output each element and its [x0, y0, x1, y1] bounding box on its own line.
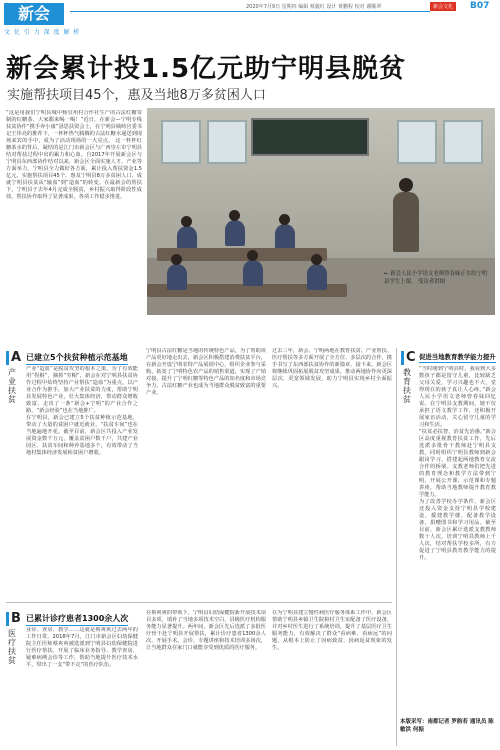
- section-a-para-1: 产业“造血”是脱贫攻坚的根本之策，为了有效能用“拐棍”，摘掉“穷帽”，新会在对宁明县扶贫协作过程中始终坚持产业帮扶“造血”为重点，以产业合作为推手，加大产业扶贫的力度，帮助宁明县发展特色产业，壮大集体经济，带动群众增收致富，走出了一条“新会+宁明”的产业合作之路，“新会经验”也在当地推广。: [26, 366, 138, 414]
- section-a-letter: A: [6, 351, 23, 365]
- byline: 本版采写：南都记者 罗韵若 通讯员 陈敏洪 何振: [400, 719, 494, 733]
- column-badge: 新会文化: [430, 2, 456, 11]
- photo-window: [443, 120, 483, 164]
- section-b-heading: 已累计诊疗患者1300余人次: [26, 613, 128, 626]
- photo-blackboard: [251, 118, 369, 156]
- dateline: 2020年7月9日 星期四 编辑 蔡毅红 设计 黄鹏程 校对 谢顺翠: [246, 4, 382, 10]
- photo-student: [167, 264, 187, 290]
- section-b-col-3: [272, 610, 392, 745]
- headline: 新会累计投1.5亿元助宁明县脱贫: [6, 54, 407, 84]
- photo-student: [275, 224, 295, 250]
- photo-desk: [157, 248, 327, 261]
- section-a-col-3: [272, 348, 392, 598]
- section-a-heading: 已建立5个扶贫种植示范基地: [26, 352, 128, 365]
- column-divider: [396, 348, 397, 746]
- section-b-para-3: 在为宁明县建立慢性病医疗服务体系工作中，新会区帮助宁明县乡镇卫生院和村卫生室配备了医疗设备，并对乡村医生进行了系统培训，提升了基层医疗卫生服务能力，有效解决了群众“看病难、看病远”的问题，从根本上防止了因病致贫、因病返贫现象的发生。: [272, 610, 392, 651]
- section-a-closing: 过去三年，新会、宁明两地在教育扶贫、产业帮扶、医疗帮扶等多方面开展了全方位、多层次的合作，携手书写了东西部扶贫协作的新篇章。接下来，新会区将继续巩固拓展脱贫攻坚成果，推动两地协作向更深层次、更宽领域发展，助力宁明县实现乡村全面振兴。: [272, 348, 392, 389]
- photo-window: [161, 120, 201, 164]
- section-a-col-2: [146, 348, 266, 598]
- page-header: [0, 0, 500, 40]
- section-divider: [6, 602, 392, 603]
- subheadline: 实施帮扶项目45个，惠及当地8万多贫困人口: [7, 88, 266, 103]
- section-a-tag: 产业扶贫: [8, 368, 16, 404]
- photo-teacher: [393, 192, 419, 252]
- photo-student-head: [229, 210, 240, 221]
- page-number: B07: [470, 1, 490, 11]
- section-slogan: 文 化 引 力 深 度 解 析: [4, 29, 81, 36]
- section-c-letter: C: [401, 351, 418, 365]
- section-a-col-1: [26, 366, 138, 598]
- section-b-letter: B: [6, 612, 23, 626]
- photo-student-head: [247, 250, 258, 261]
- header-rule: [70, 11, 430, 12]
- photo-window: [207, 120, 247, 164]
- section-b-para-1: 业诊、查房、教学……这就是蔡爽爽过去两年的工作日常。2018年7月，江门市新会区妇幼保健院主任医师蔡爽爽被选派到宁明县妇幼保健院进行医疗帮扶，开展了临床业务指导、教学查房、疑难病例会诊等工作，帮助当地提升医疗技术水平，带出了一支“带不走”的医疗队伍。: [26, 627, 138, 668]
- lead-paragraph: [6, 110, 142, 260]
- photo-student-head: [181, 216, 192, 227]
- photo-student: [243, 260, 263, 286]
- photo-student-head: [171, 254, 182, 265]
- section-c-para-1: “当时刚到宁明县时，我看到大多数孩子都是留守儿童，比较缺乏父母关爱，学习兴趣也不大，觉得现在的孩子真让人心疼。”新会人民小学语文老师曾春妹回忆说。在宁明县支教期间，她不仅承担了语文教学工作，还积极开展家访活动，关心留守儿童的学习和生活。: [419, 366, 496, 428]
- section-c-tag: 教育扶贫: [403, 368, 411, 404]
- photo-student-head: [311, 254, 322, 265]
- photo-student-head: [279, 214, 290, 225]
- photo-student: [225, 220, 245, 246]
- section-c-para-3: 为了改善学校办学条件，新会区还投入资金支持宁明县学校建设，援建教学楼、配备教学设备，捐赠图书和学习用品。截至目前，新会区累计选派支教教师数十人次，培训宁明县教师上千人次，结对帮扶学校多所，有力促进了宁明县教育教学能力的提升。: [419, 499, 496, 561]
- photo-teacher-head: [399, 178, 413, 192]
- section-a-para-2: 在宁明县，新会已建立5个扶贫种植示范基地，带动了大量的贫困户就近就业，“扶贫车间”也在当地遍地开花。截至目前，新会区共投入产业发展资金数千万元，覆盖贫困户数千户，共建产业园区、扶贫车间和种养基地多个，有效带动了当地村集体经济发展和贫困户增收。: [26, 415, 138, 456]
- section-b-tag: 医疗扶贫: [8, 629, 16, 665]
- section-b-para-2: 在蔡爽爽的带领下，宁明县妇幼保健院新开展技术项目多项，填补了当地多项技术空白，县级医疗机构服务能力显著提升。两年间，新会区先后选派了多批医疗骨干赴宁明县开展帮扶，累计诊疗患者1300余人次，开展手术、会诊、专题讲座和技术培训多场次，让当地群众在家门口就能享受到优质的医疗服务。: [146, 610, 266, 651]
- section-c-column: [419, 366, 496, 714]
- section-b-col-2: [146, 610, 266, 745]
- section-c-para-2: “扶贫必扶智，治贫先治愚。”新会区高度重视教育扶贫工作，先后选派多批骨干教师赴宁明县支教，同时组织宁明县教师到新会跟岗学习，搭建起两地教育交流合作的桥梁。支教老师们把先进的教育理念和教学方法带到宁明，开展公开课、示范课和专题讲座，帮助当地教师提升教育教学能力。: [419, 429, 496, 498]
- photo-window: [397, 120, 437, 164]
- section-b-col-1: [26, 627, 138, 745]
- section-c-heading: 促进当地教育教学能力提升: [419, 353, 496, 361]
- section-a-para-3: 宁明县古法红糖是当地的传统特色产品，为了帮助该产品更好地走出去，新会区积极搭建消费扶贫平台，在新会开设宁明农特产品展销中心，组织企业参与采购，拓宽了宁明特色农产品的销售渠道，实现了产销对接，提升了宁明红糖等特色产品的知名度和市场竞争力，古法红糖产业也成为当地群众脱贫致富的重要产业。: [146, 348, 266, 396]
- photo-student: [307, 264, 327, 290]
- section-logo: 新会: [4, 3, 64, 25]
- photo-caption: ← 新会人民小学语文老师曾春妹正在给宁明县学生上课。 受访者供图: [384, 271, 488, 285]
- lead-text: “这是用我们宁明县城中杨宜州村合作社生产的古法红糖寄制的红糖茶，大家都来喝一喝！”近日，在新会—宁明专线扶贫协作“携手奔小康”恳思扶资会上，在宁明县城峙宫委书记王伟亮的推荐下，一杯杯热气腾腾的古法红糖水递送到现场来宾的手中，成为了活动现场的一大亮点。 这一杯杯红糖茶水的背后，凝结的是江门市新会区与广西崇左市宁明县结对帮扶过程中出的累力和心血。自2017年开展新会区与宁明县东西部协作结对以来，新会区全面实施人才、产业等方面举力，宁明县全力做好各方面，累计投入帮扶资金1.5亿元，实施帮扶项目45个，惠及宁明县8万多贫困人口，成就宁明县扶贫从“输血”到“造血”的转变。在最新会的帮扶下，宁明县于去年4月完成全脱贫，乡村振兴取得阶段性成效，帮扶协作取得了显著成果，各项工作稳步推进。: [6, 110, 142, 200]
